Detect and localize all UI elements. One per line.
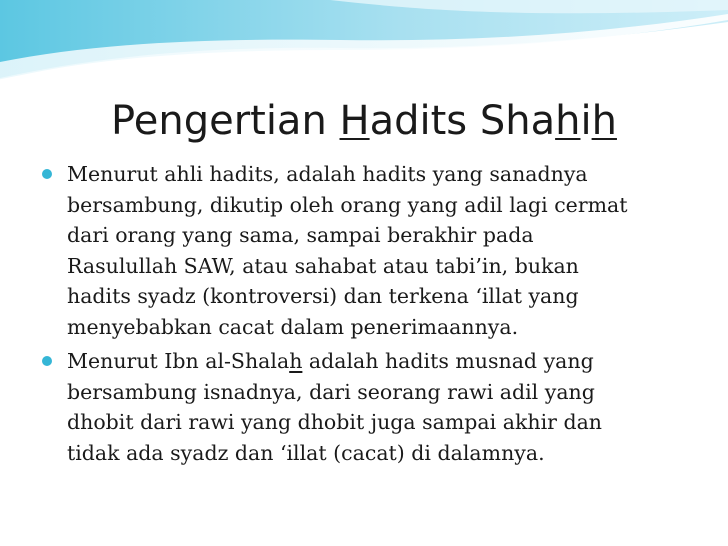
title-part-2: adits Sha: [369, 98, 556, 144]
line-pre: Menurut Ibn al-Shala: [67, 349, 290, 373]
line-underlined-h: h: [289, 349, 303, 373]
line-post: adalah hadits musnad yang: [302, 349, 594, 373]
title-underlined-h3: h: [591, 98, 617, 144]
bullet-list: [40, 159, 690, 472]
bullet-line: menyebabkan cacat dalam penerimaannya.: [67, 314, 519, 339]
title-underlined-h: H: [339, 98, 370, 144]
bullet-line: bersambung isnadnya, dari seorang rawi adil yang: [67, 379, 595, 404]
bullet-line: tidak ada syadz dan ‘illat (cacat) di dalamnya.: [67, 440, 545, 465]
bullet-item-definition-ibn-shalah: [40, 346, 690, 468]
bullet-dot-icon: [42, 169, 52, 179]
bullet-item-definition-hadith-experts: [40, 159, 690, 342]
bullet-line: [67, 346, 690, 377]
title-part-1: Pengertian: [111, 98, 340, 144]
title-part-3: i: [580, 98, 592, 144]
bullet-line: Rasulullah SAW, atau sahabat atau tabi’in, bukan: [67, 253, 579, 278]
bullet-dot-icon: [42, 356, 52, 366]
title-underlined-h2: h: [555, 98, 581, 144]
wave-banner: [0, 0, 728, 90]
bullet-line: dhobit dari rawi yang dhobit juga sampai akhir dan: [67, 410, 602, 434]
bullet-line: Menurut ahli hadits, adalah hadits yang sanadnya: [67, 162, 588, 186]
bullet-line: dari orang yang sama, sampai berakhir pada: [67, 223, 534, 247]
bullet-line: bersambung, dikutip oleh orang yang adil lagi cermat: [67, 192, 628, 217]
slide-title: [0, 98, 728, 144]
bullet-line: hadits syadz (kontroversi) dan terkena ‘illat yang: [67, 284, 579, 308]
